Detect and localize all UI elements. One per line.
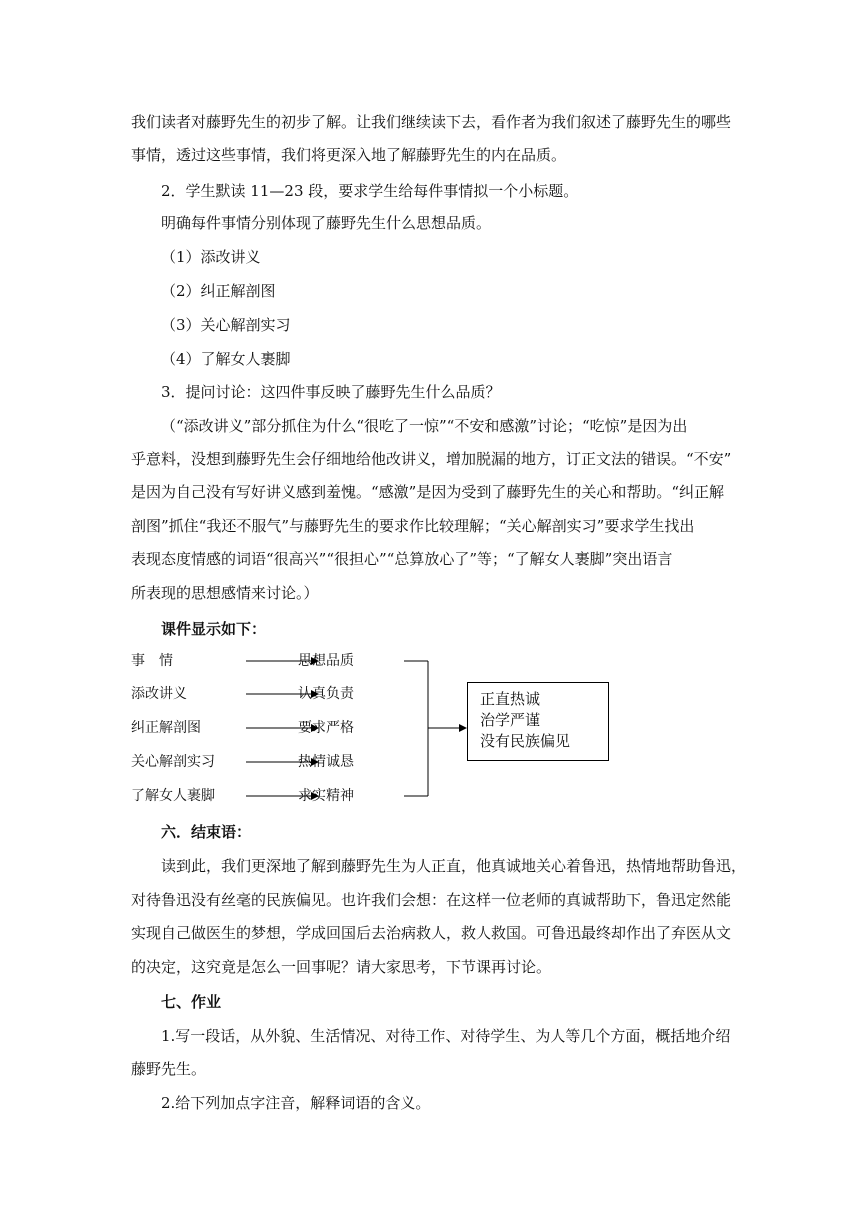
paragraph-line: 读到此，我们更深地了解到藤野先生为人正直，他真诚地关心着鲁迅，热情地帮助鲁迅，	[161, 857, 747, 875]
result-line: 没有民族偏见	[480, 732, 571, 750]
diagram-left-label: 了解女人裹脚	[131, 788, 215, 804]
diagram-right-label: 要求严格	[298, 720, 354, 736]
diagram-caption: 课件显示如下：	[161, 620, 267, 638]
paragraph-line: 2.给下列加点字注音，解释词语的含义。	[161, 1094, 431, 1112]
paragraph-line: 事情，透过这些事情，我们将更深入地了解藤野先生的内在品质。	[131, 146, 567, 164]
result-line: 治学严谨	[480, 711, 541, 729]
paragraph-line: 2．学生默读 11—23 段，要求学生给每件事情拟一个小标题。	[161, 182, 579, 200]
diagram-right-label: 热情诚恳	[298, 754, 354, 770]
section-heading: 六．结束语：	[161, 823, 252, 841]
diagram-left-label: 纠正解剖图	[131, 720, 201, 736]
list-item: （1）添改讲义	[161, 248, 261, 266]
paragraph-line: 实现自己做医生的梦想，学成回国后去治病救人，救人救国。可鲁迅最终却作出了弃医从文	[131, 924, 732, 942]
diagram-left-label: 事 情	[131, 653, 173, 669]
list-item: （3）关心解剖实习	[161, 316, 291, 334]
paragraph-line: 3．提问讨论：这四件事反映了藤野先生什么品质？	[161, 383, 501, 401]
list-item: （2）纠正解剖图	[161, 282, 276, 300]
section-heading: 七、作业	[161, 993, 222, 1011]
paragraph-line: 藤野先生。	[131, 1060, 207, 1078]
paragraph-line: 的决定，这究竟是怎么一回事呢？请大家思考，下节课再讨论。	[131, 958, 552, 976]
diagram-right-label: 求实精神	[298, 788, 354, 804]
diagram-right-label: 思想品质	[298, 653, 354, 669]
list-item: （4）了解女人裹脚	[161, 350, 291, 368]
paragraph-line: 剖图”抓住“我还不服气”与藤野先生的要求作比较理解；“关心解剖实习”要求学生找出	[131, 517, 695, 535]
paragraph-line: 1.写一段话，从外貌、生活情况、对待工作、对待学生、为人等几个方面，概括地介绍	[161, 1027, 731, 1045]
paragraph-line: 我们读者对藤野先生的初步了解。让我们继续读下去，看作者为我们叙述了藤野先生的哪些	[131, 113, 732, 131]
paragraph-line: 明确每件事情分别体现了藤野先生什么思想品质。	[161, 214, 492, 232]
result-box	[467, 682, 609, 761]
diagram-right-label: 认真负责	[298, 686, 354, 702]
paragraph-line: 是因为自己没有写好讲义感到羞愧。“感激”是因为受到了藤野先生的关心和帮助。“纠正解	[131, 483, 725, 501]
result-line: 正直热诚	[480, 690, 541, 708]
paragraph-line: 表现态度情感的词语“很高兴”“很担心”“总算放心了”等；“了解女人裹脚”突出语言	[131, 550, 673, 568]
paragraph-line: 对待鲁迅没有丝毫的民族偏见。也许我们会想：在这样一位老师的真诚帮助下，鲁迅定然能	[131, 891, 732, 909]
paragraph-line: 所表现的思想感情来讨论。）	[131, 584, 319, 602]
diagram-left-label: 关心解剖实习	[131, 754, 215, 770]
paragraph-line: 乎意料，没想到藤野先生会仔细地给他改讲义，增加脱漏的地方，订正文法的错误。“不安”	[131, 450, 732, 468]
diagram-left-label: 添改讲义	[131, 686, 187, 702]
paragraph-line: （“添改讲义”部分抓住为什么“很吃了一惊”“不安和感激”讨论；“吃惊”是因为出	[161, 417, 688, 435]
